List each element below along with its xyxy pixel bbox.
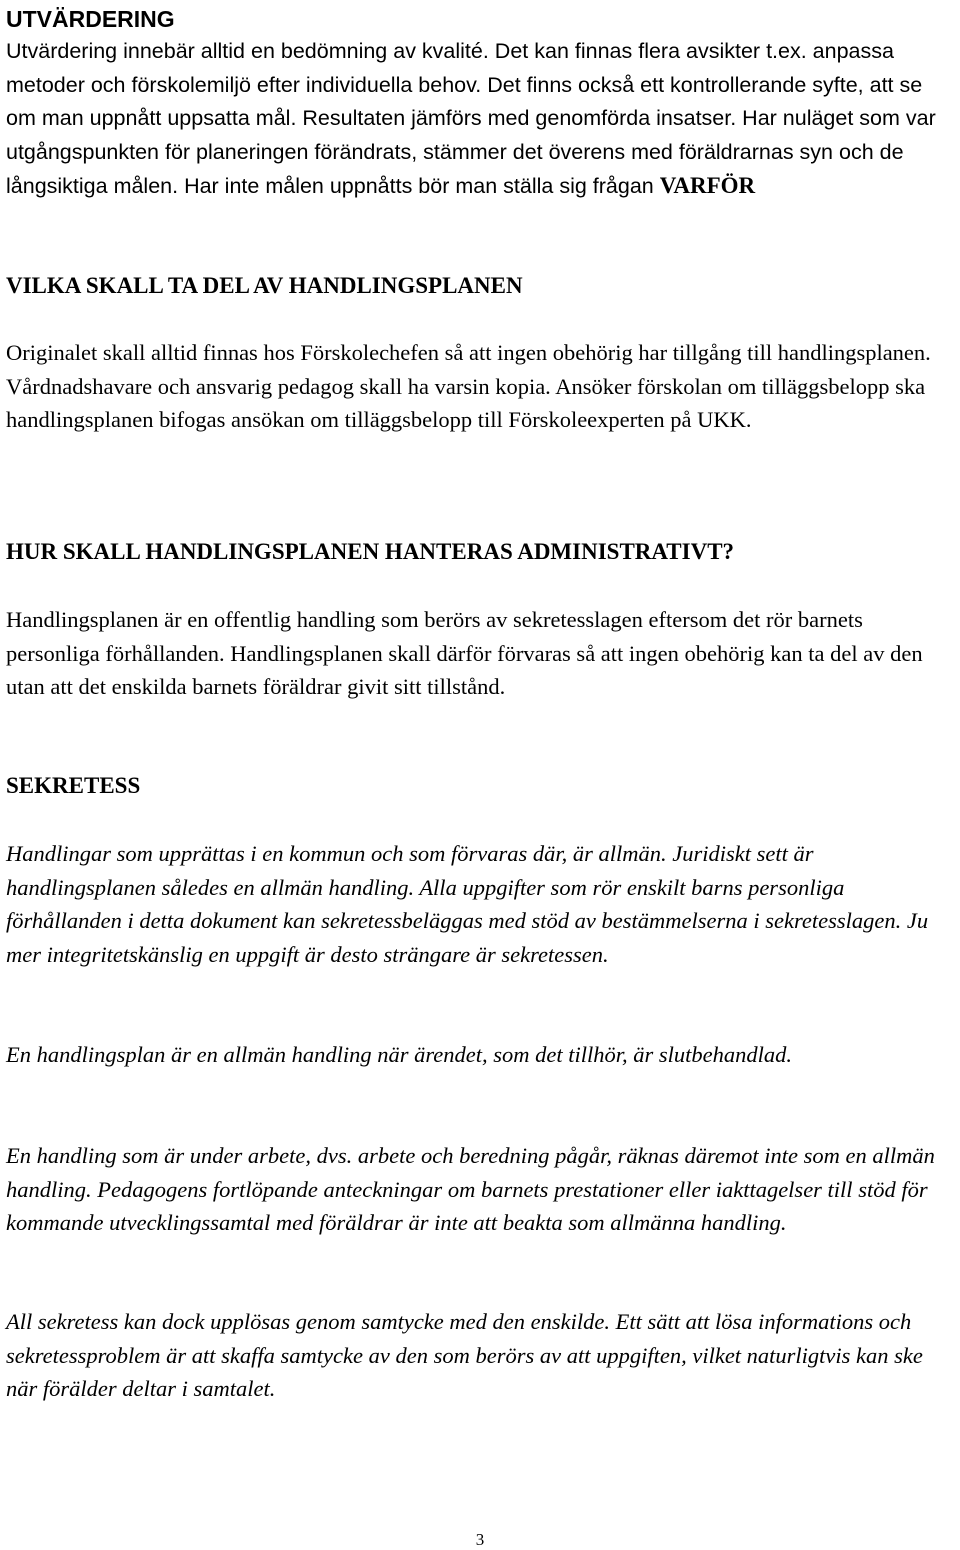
heading-vilka: VILKA SKALL TA DEL AV HANDLINGSPLANEN: [6, 273, 523, 298]
utvardering-text: Utvärdering innebär alltid en bedömning av kvalité. Det kan finnas flera avsikter t.ex. anpassa metoder och förskolemiljö efter individuella behov. Det finns också ett kontrollerande syfte, att se om man uppnått uppsatta mål. Resultaten jämförs med genomförda insatser. Har nuläget som var utgångspunkten för planeringen förändrats, stämmer det överens med föräldrarnas syn och de långsiktiga målen. Har inte målen uppnåtts bör man ställa sig frågan: [6, 39, 936, 198]
heading-hur: HUR SKALL HANDLINGSPLANEN HANTERAS ADMINISTRATIVT?: [6, 539, 735, 564]
heading-utvardering: UTVÄRDERING: [6, 6, 175, 32]
vilka-paragraph: Originalet skall alltid finnas hos Förskolechefen så att ingen obehörig har tillgång till handlingsplanen. Vårdnadshavare och ansvarig pedagog skall ha varsin kopia. Ansöker förskolan om tilläggsbelopp ska handlingsplanen bifogas ansökan om tilläggsbelopp till Förskoleexperten på UKK.: [6, 340, 931, 432]
sekretess-paragraph-2: En handlingsplan är en allmän handling när ärendet, som det tillhör, är slutbehandlad.: [6, 1042, 793, 1067]
sekretess-paragraph-4: All sekretess kan dock upplösas genom samtycke med den enskilde. Ett sätt att lösa informations och sekretessproblem är att skaffa samtycke av den som berörs av att uppgiften, vilket naturligtvis kan ske när förälder deltar i samtalet.: [6, 1309, 923, 1401]
page-number: 3: [475, 1530, 485, 1549]
sekretess-paragraph-3: En handling som är under arbete, dvs. arbete och beredning pågår, räknas däremot inte som en allmän handling. Pedagogens fortlöpande anteckningar om barnets prestationer eller iakttagelser till stöd för kommande utvecklingssamtal med föräldrar är inte att beakta som allmänna handling.: [6, 1143, 935, 1235]
utvardering-emphasis: VARFÖR: [659, 173, 756, 198]
sekretess-paragraph-1: Handlingar som upprättas i en kommun och som förvaras där, är allmän. Juridiskt sett är handlingsplanen således en allmän handling. Alla uppgifter som rör enskilt barns personliga förhållanden i detta dokument kan sekretessbeläggas med stöd av bestämmelserna i sekretesslagen. Ju mer integritetskänslig en uppgift är desto strängare är sekretessen.: [6, 841, 929, 967]
utvardering-paragraph: [6, 35, 956, 204]
document-page: [6, 0, 956, 1550]
hur-paragraph: Handlingsplanen är en offentlig handling som berörs av sekretesslagen eftersom det rör barnets personliga förhållanden. Handlingsplanen skall därför förvaras så att ingen obehörig kan ta del av den utan att det enskilda barnets föräldrar givit sitt tillstånd.: [6, 607, 923, 699]
heading-sekretess: SEKRETESS: [6, 773, 141, 798]
